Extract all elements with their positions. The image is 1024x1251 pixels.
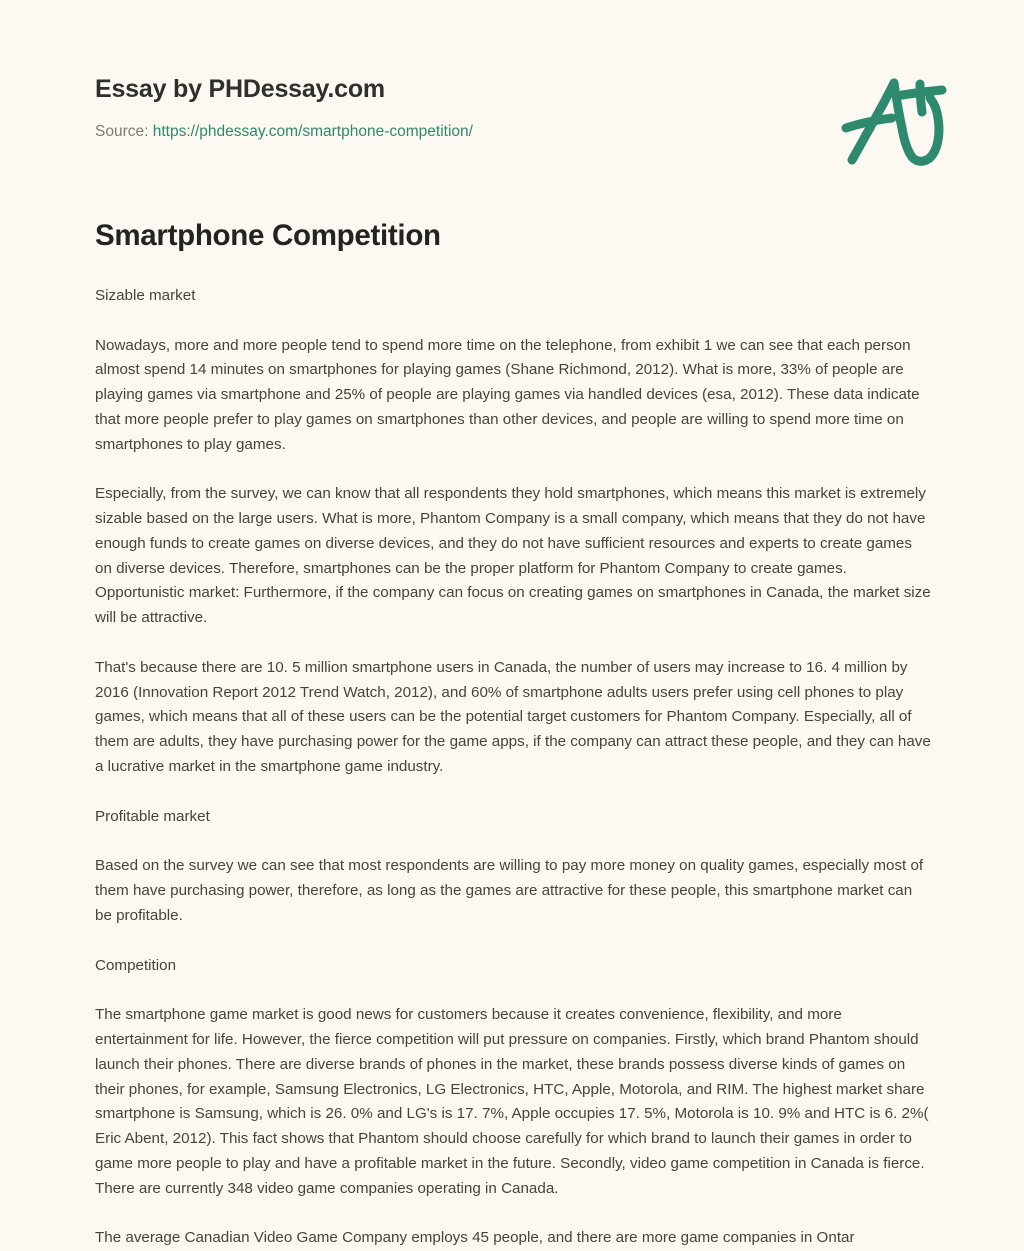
body-paragraph: The smartphone game market is good news for customers because it creates convenience, flexibility, and more entertainment for life. However, the fierce competition will put pressure on companies. Firstly, which brand Phantom should launch their phones. There are diverse brands of phones in the market, these brands possess diverse kinds of games on their phones, for example, Samsung Electronics, LG Electronics, HTC, Apple, Motorola, and RIM. The highest market share smartphone is Samsung, which is 26. 0% and LG's is 17. 7%, Apple occupies 17. 5%, Motorola is 10. 9% and HTC is 6. 2%( Eric Abent, 2012). This fact shows that Phantom should choose carefully for which brand to launch their games in order to game more people to play and have a profitable market in the future. Secondly, video game competition in Canada is fierce. There are currently 348 video game companies operating in Canada.: [95, 1006, 929, 1197]
header-text-block: [95, 74, 473, 142]
a-plus-logo-icon: [838, 62, 958, 174]
body-paragraph: Nowadays, more and more people tend to spend more time on the telephone, from exhibit 1 we can see that each person almost spend 14 minutes on smartphones for playing games (Shane Richmond, 2012). What is more, 33% of people are playing games via smartphone and 25% of people are playing games via handled devices (esa, 2012). These data indicate that more people prefer to play games on smartphones than other devices, and people are willing to spend more time on smartphones to play games.: [95, 336, 920, 453]
page-header: [0, 0, 1024, 190]
source-url-link[interactable]: https://phdessay.com/smartphone-competition/: [152, 123, 473, 140]
section-subhead: Sizable market: [95, 286, 196, 304]
a-plus-logo[interactable]: [838, 62, 958, 174]
body-paragraph: Especially, from the survey, we can know that all respondents they hold smartphones, which means this market is extremely sizable based on the large users. What is more, Phantom Company is a small company, which means that they do not have enough funds to create games on diverse devices, and they do not have sufficient resources and experts to create games on diverse devices. Therefore, smartphones can be the proper platform for Phantom Company to create games. Opportunistic market: Furthermore, if the company can focus on creating games on smartphones in Canada, the market size will be attractive.: [95, 485, 931, 627]
section-subhead: Competition: [95, 956, 177, 974]
section-subhead: Profitable market: [95, 807, 210, 825]
body-paragraph: Based on the survey we can see that most respondents are willing to pay more money on quality games, especially most of them have purchasing power, therefore, as long as the games are attractive for these people, this smartphone market can be profitable.: [95, 857, 924, 924]
source-line: [95, 122, 473, 142]
brand-title: Essay by PHDessay.com: [95, 75, 385, 103]
article-body: [95, 218, 933, 1251]
page-title: Smartphone Competition: [95, 219, 441, 252]
article-blocks: [95, 284, 933, 1251]
source-label: Source:: [95, 123, 149, 140]
body-paragraph: That's because there are 10. 5 million smartphone users in Canada, the number of users may increase to 16. 4 million by 2016 (Innovation Report 2012 Trend Watch, 2012), and 60% of smartphone adults users prefer using cell phones to play games, which means that all of these users can be the potential target customers for Phantom Company. Especially, all of them are adults, they have purchasing power for the game apps, if the company can attract these people, and they can have a lucrative market in the smartphone game industry.: [95, 658, 931, 775]
body-paragraph-truncated: The average Canadian Video Game Company employs 45 people, and there are more game companies in Ontar: [95, 1229, 855, 1247]
